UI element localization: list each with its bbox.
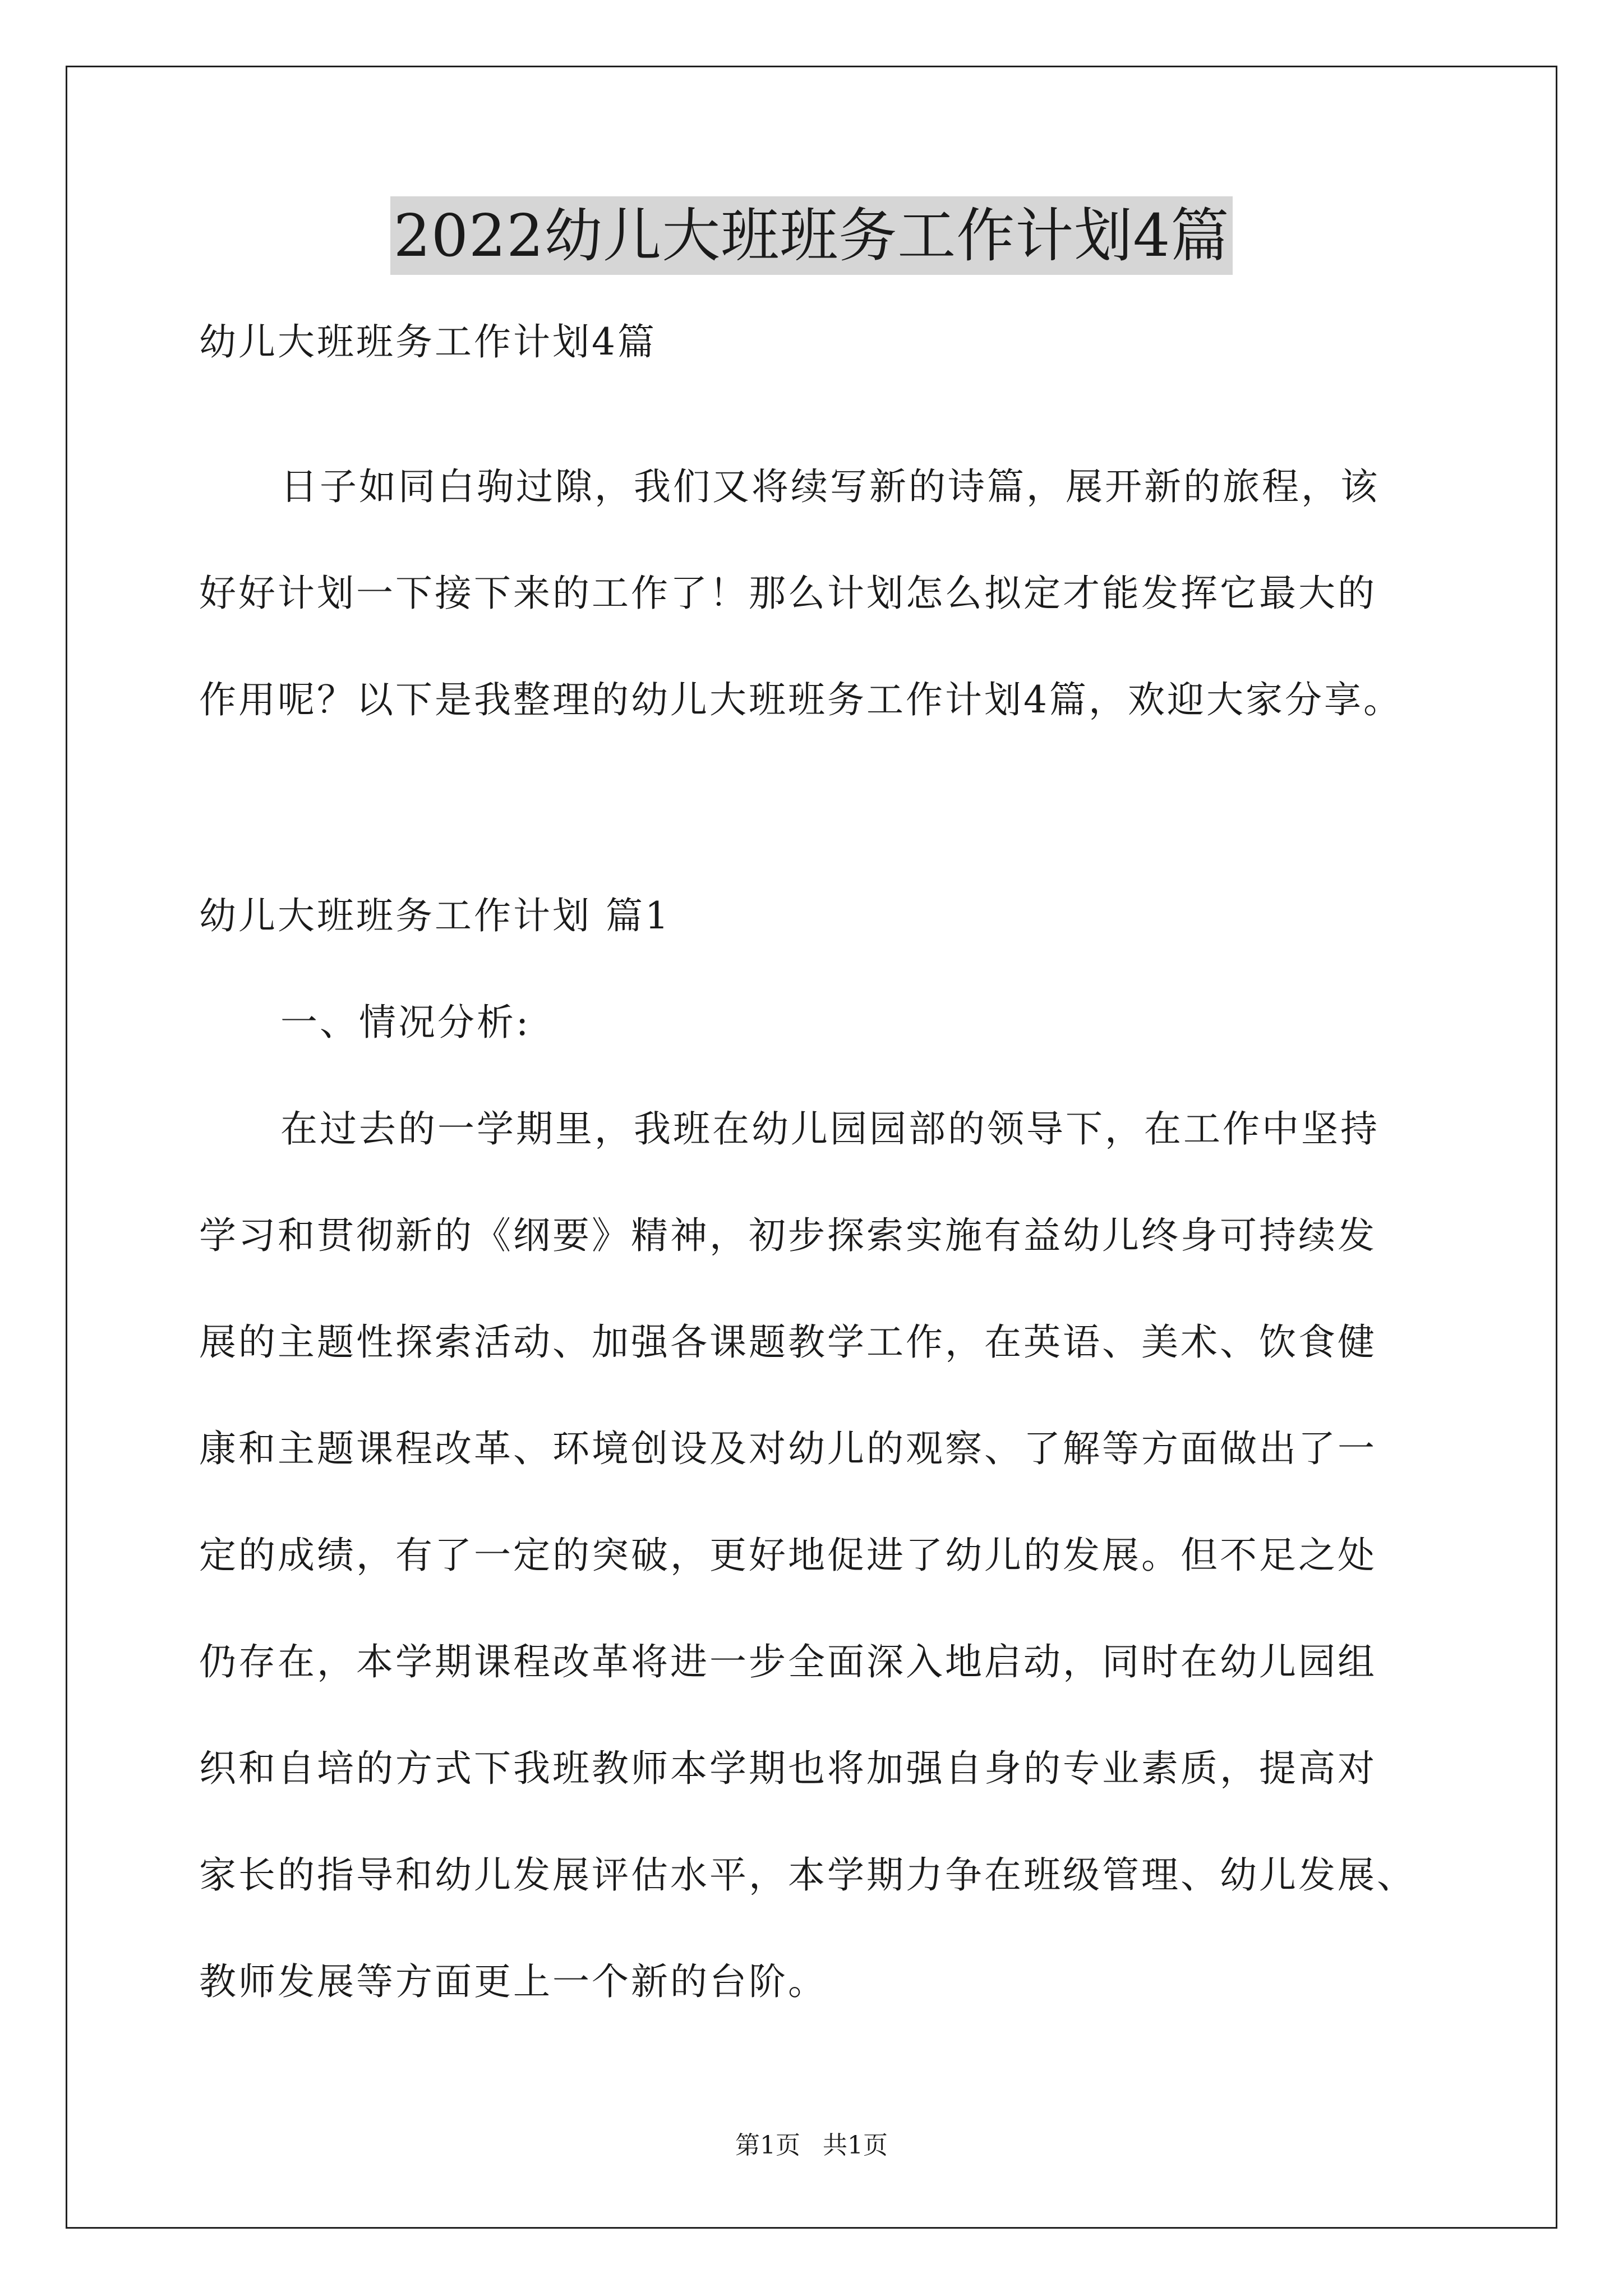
page-number: 第1页 bbox=[735, 2131, 800, 2160]
body-line: 学习和贯彻新的《纲要》精神，初步探索实施有益幼儿终身可持续发 bbox=[199, 1214, 1377, 1257]
body-line: 家长的指导和幼儿发展评估水平，本学期力争在班级管理、幼儿发展、 bbox=[199, 1853, 1416, 1897]
body-line: 康和主题课程改革、环境创设及对幼儿的观察、了解等方面做出了一 bbox=[199, 1427, 1377, 1470]
body-line: 展的主题性探索活动、加强各课题教学工作，在英语、美术、饮食健 bbox=[199, 1320, 1377, 1364]
body-line: 定的成绩，有了一定的突破，更好地促进了幼儿的发展。但不足之处 bbox=[199, 1534, 1377, 1577]
intro-line: 好好计划一下接下来的工作了！那么计划怎么拟定才能发挥它最大的 bbox=[199, 572, 1377, 615]
page-total: 共1页 bbox=[823, 2131, 888, 2160]
body-line: 教师发展等方面更上一个新的台阶。 bbox=[199, 1960, 827, 2003]
page-footer bbox=[0, 2129, 1623, 2162]
body-line: 织和自培的方式下我班教师本学期也将加强自身的专业素质，提高对 bbox=[199, 1747, 1377, 1790]
title-container bbox=[0, 196, 1623, 275]
intro-line: 作用呢？以下是我整理的幼儿大班班务工作计划4篇，欢迎大家分享。 bbox=[199, 678, 1403, 721]
intro-line: 日子如同白驹过隙，我们又将续写新的诗篇，展开新的旅程，该 bbox=[280, 465, 1380, 508]
subtitle: 幼儿大班班务工作计划4篇 bbox=[199, 320, 657, 364]
subheading: 一、情况分析: bbox=[280, 1001, 531, 1044]
body-line: 仍存在，本学期课程改革将进一步全面深入地启动，同时在幼儿园组 bbox=[199, 1640, 1377, 1683]
document-title: 2022幼儿大班班务工作计划4篇 bbox=[390, 196, 1233, 275]
section-heading: 幼儿大班班务工作计划 篇1 bbox=[199, 894, 671, 937]
body-line: 在过去的一学期里，我班在幼儿园园部的领导下，在工作中坚持 bbox=[280, 1107, 1380, 1151]
